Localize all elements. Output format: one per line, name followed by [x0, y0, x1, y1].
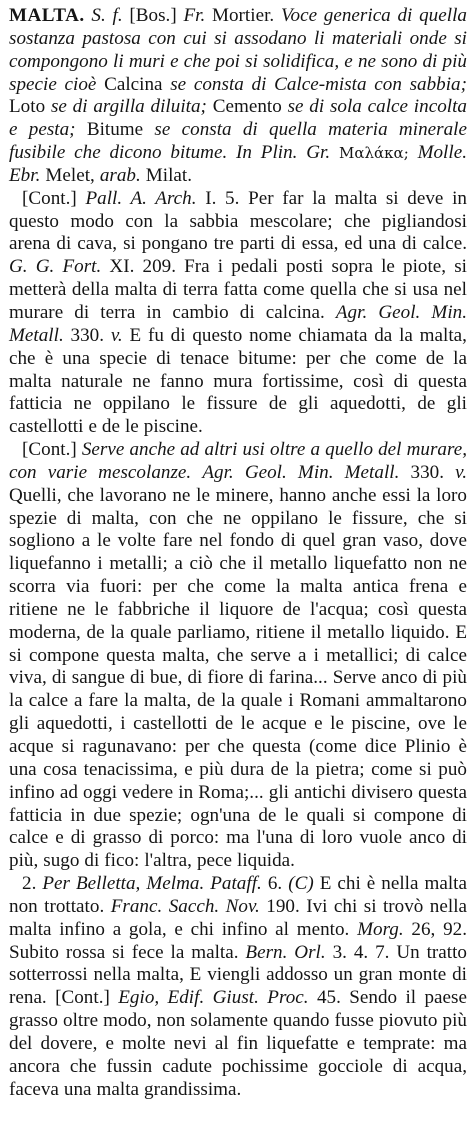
entry-malta-header	[9, 5, 467, 188]
source-bern: Bern. Orl.	[245, 941, 326, 963]
definition-part-2: se consta di Calce-mista con sabbia;	[170, 73, 467, 95]
source-sacch: Franc. Sacch. Nov.	[110, 895, 260, 917]
hebrew-label: Molle. Ebr.	[9, 142, 467, 186]
cont-tag: [Cont.]	[55, 987, 110, 1009]
quote-agr-geol: E fu di questo nome chiamata da la malta, che è una specie di tenace bitume: per che come de la malta naturale ne fanno mura fortissime, così di questa fatticia ne oppilano le fissure de gli aquedotti, de gli castellotti e de le piscine.	[9, 324, 467, 438]
paragraph-cont-2	[9, 439, 467, 873]
cont-tag: [Cont.]	[22, 439, 77, 461]
arabic-label: arab.	[99, 164, 141, 186]
source-pall: Pall. A. Arch.	[85, 187, 197, 209]
citation-v: v.	[455, 461, 468, 483]
source-morg: Morg.	[357, 918, 404, 940]
term-cemento: Cemento	[212, 96, 282, 118]
paragraph-sense-2	[9, 873, 467, 1101]
headword: MALTA.	[9, 5, 85, 26]
definition-serve: Serve anche ad altri usi oltre a quello del murare, con varie mescolanze.	[9, 439, 467, 483]
definition-part-5b: bitume. In Plin. Gr.	[170, 142, 331, 164]
term-calcina: Calcina	[104, 73, 163, 95]
term-bitume: Bitume	[86, 119, 144, 141]
quote-quelli: Quelli, che lavorano ne le minere, hanno anche essi la loro spezie di malta, con che ne oppilano le fissure, che si sogliono a le volte fare nel fondo di quel gran vaso, dove liquefanno i metalli; a ciò che il metallo liquefatto non ne scorra via fuori: per che come la malta antica frena e ritiene ne le fabbriche il liquore de l'acqua; così questa moderna, de la quale parliamo, ritiene il metallo liquido. E si compone questa malta, che serve a i metallici; di calce viva, di sangue di bue, di fiore di farina... Serve anco di più la calce a fare la malta, de la quale i Romani ammaltarono gli aquedotti, i castellotti de le acque e le piscine, ove le acque si ragunavano: per che questa (come dice Plinio è una cosa tenacissima, e più dura de la pietra; come si può infino ad oggi vedere in Roma;... gli antichi divisero questa fatticia in due spezie; ogn'una de le quali si compone di calce e di grasso di porco: ma l'una di loro vuole anco di più, sugo di fico: l'altra, pece liquida.	[9, 484, 467, 872]
definition-part-4: se di sola calce incolta e pesta;	[9, 96, 467, 141]
source-gg-fort: G. G. Fort.	[9, 256, 102, 278]
source-agr-geol: Agr. Geol. Min. Metall.	[202, 461, 400, 483]
quote-trottato: E chi è nella malta non trottato.	[9, 873, 467, 917]
term-loto: Loto	[9, 96, 46, 118]
quote-morg: 26, 92. Subito rossa si fece la malta.	[9, 918, 468, 963]
paragraph-cont-1	[9, 188, 467, 439]
definition-part-3: se di argilla diluita;	[50, 96, 207, 118]
crusca-tag: (C)	[288, 873, 314, 895]
gender-label: S. f.	[91, 5, 123, 26]
definition-belletta: Per Belletta, Melma. Pataff.	[42, 873, 262, 895]
arabic-word: Milat.	[145, 164, 193, 186]
quote-bern: 3. 4. 7. Un tratto sotterrossi nella malta, E viengli addosso un gran monte di rena.	[9, 941, 467, 1009]
sense-number: 2.	[22, 873, 37, 895]
source-agr-geol: Agr. Geol. Min. Metall.	[9, 301, 468, 346]
source-bos: [Bos.]	[129, 5, 177, 26]
quote-egio: 45. Sendo il paese grasso oltre modo, non solamente quando fusse piovuto più del dovere, e molte nevi al fin liquefatte e temprate: ma ancora che fussin cadute pochissime gocciole di acqua, faceva una malta grandissima.	[9, 987, 467, 1100]
cont-tag: [Cont.]	[22, 187, 77, 209]
hebrew-word: Melet,	[45, 164, 95, 186]
citation-number: 330.	[70, 324, 105, 346]
citation-v: v.	[110, 324, 123, 346]
citation-number: 6.	[267, 873, 283, 895]
french-label: Fr.	[183, 5, 206, 26]
source-egio: Egio, Edif. Giust. Proc.	[118, 987, 309, 1009]
greek-word: Μαλάκα;	[338, 144, 409, 163]
quote-gg-fort: XI. 209. Fra i pedali posti sopra le piote, si metterà della malta di terra fatta come quella che si usa nel murare di terra in cambio di calcina.	[9, 256, 468, 323]
french-word: Mortier.	[211, 5, 275, 26]
citation-number: 330.	[410, 461, 445, 483]
quote-sacch: 190. Ivi chi si trovò nella malta infino a gola, e chi infino al mento.	[9, 895, 468, 940]
definition-part-1: Voce generica di quella sostanza pastosa con cui si assodano li materiali onde si compongono li muri e che poi si solidifica, e ne sono di più specie cioè	[9, 5, 467, 95]
definition-part-5: se consta di quella materia minerale fusibile che dicono	[9, 119, 467, 164]
quote-pall: I. 5. Per far la malta si deve in questo modo con la sabbia mescolare; che pigliandosi arena di cava, si pongano tre parti di essa, ed una di calce.	[9, 187, 467, 255]
